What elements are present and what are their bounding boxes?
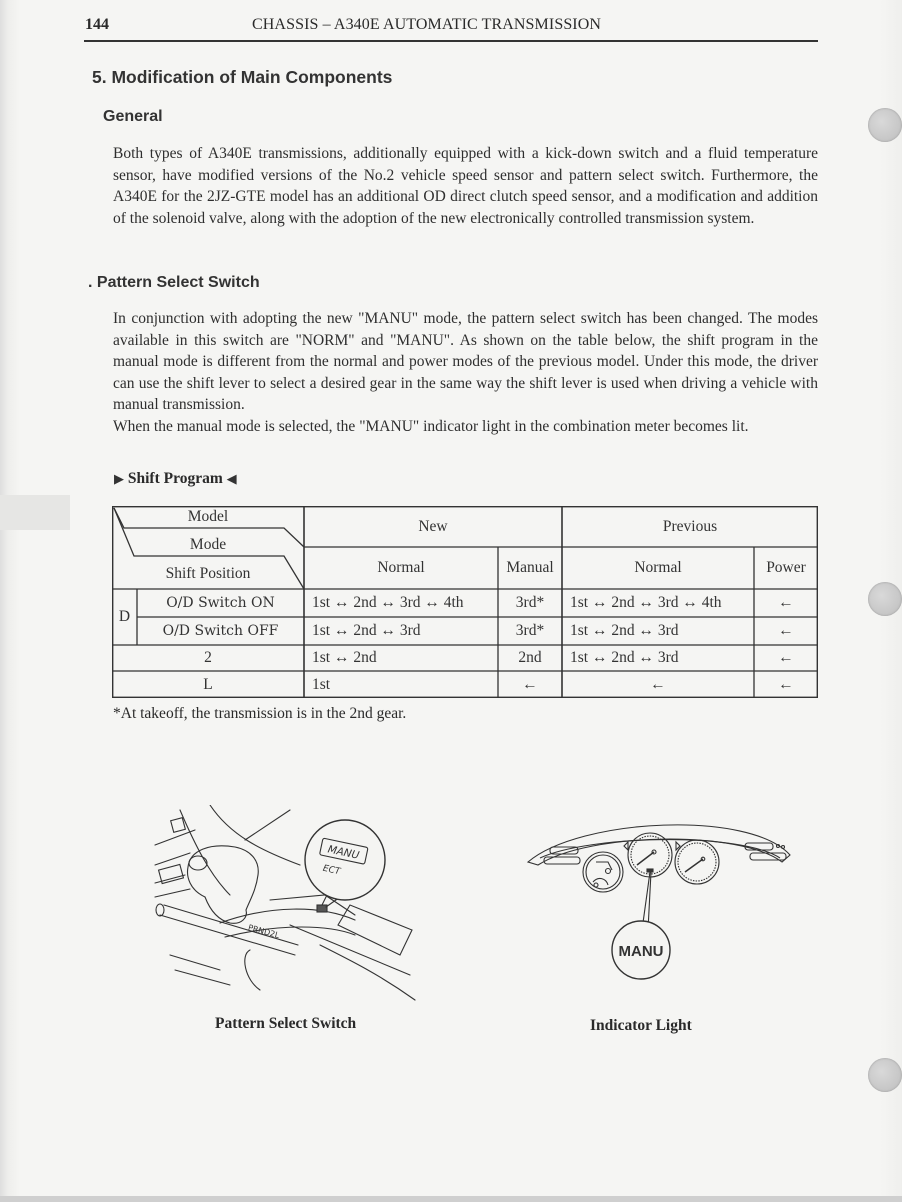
general-paragraph bbox=[113, 143, 818, 229]
header-new: New bbox=[418, 517, 448, 535]
ect-label: ECT bbox=[321, 863, 342, 878]
header-prev-power: Power bbox=[766, 559, 806, 576]
page-number: 144 bbox=[85, 16, 109, 33]
header-shift-position: Shift Position bbox=[165, 565, 251, 582]
punch-hole-bottom bbox=[868, 1058, 902, 1092]
section-title: 5. Modification of Main Components bbox=[92, 67, 393, 87]
punch-hole-top bbox=[868, 108, 902, 142]
table-row-2-new-normal: 1st ↔ 2nd bbox=[312, 649, 377, 666]
manu-button-label: MANU bbox=[326, 843, 361, 862]
indicator-light-caption: Indicator Light bbox=[590, 1017, 692, 1034]
table-row-2-prev-normal: 1st ↔ 2nd ↔ 3rd bbox=[570, 649, 679, 666]
table-row-1-prev-power: ← bbox=[778, 622, 794, 639]
table-row-3-new-manual: ← bbox=[522, 675, 538, 693]
scan-bottom-edge bbox=[0, 1196, 902, 1202]
header-prev-normal: Normal bbox=[634, 559, 682, 576]
manu-indicator-callout bbox=[612, 921, 670, 979]
shift-program-table bbox=[112, 506, 818, 698]
table-row-2-position: 2 bbox=[204, 649, 212, 666]
table-row-0-prev-power: ← bbox=[778, 594, 794, 611]
header-new-normal: Normal bbox=[377, 559, 425, 576]
combination-meter-drawing bbox=[520, 810, 810, 995]
pattern-select-switch-illustration bbox=[150, 805, 420, 1005]
table-row-2-prev-power: ← bbox=[778, 649, 794, 666]
table-row-1-prev-normal: 1st ↔ 2nd ↔ 3rd bbox=[570, 622, 679, 639]
punch-hole-middle bbox=[868, 582, 902, 616]
pattern-select-text-1: In conjunction with adopting the new "MANU" mode, the pattern select switch has been changed. The modes available in this switch are "NORM" and "MANU". As shown on the table below, the shift program in the manual mode is different from the normal and power modes of the previous model. Under this mode, the driver can use the shift lever to select a desired gear in the same way the shift lever is used when driving a vehicle with manual transmission. bbox=[113, 310, 818, 413]
switch-callout bbox=[305, 820, 385, 900]
general-text: Both types of A340E transmissions, additionally equipped with a kick-down switch and a fluid temperature sensor, have modified versions of the No.2 vehicle speed sensor and pattern select switch. Furthermore, the A340E for the 2JZ-GTE model has an additional OD direct clutch speed sensor, and a modification and addition of the solenoid valve, along with the adoption of the new electronically controlled transmission system. bbox=[113, 145, 818, 227]
left-triangle-icon: ◀ bbox=[226, 471, 237, 486]
table-row-2-new-manual: 2nd bbox=[518, 649, 542, 666]
table-row-3-new-normal: 1st bbox=[312, 675, 331, 693]
table-row-1-position: O/D Switch OFF bbox=[162, 623, 279, 639]
table-row-3-prev-power: ← bbox=[778, 675, 794, 693]
table-row-0-position: O/D Switch ON bbox=[166, 595, 275, 611]
running-header: CHASSIS – A340E AUTOMATIC TRANSMISSION bbox=[252, 16, 602, 33]
header-mode: Mode bbox=[189, 536, 227, 553]
pattern-select-switch-caption: Pattern Select Switch bbox=[215, 1015, 357, 1032]
table-row-3-prev-normal: ← bbox=[650, 675, 666, 693]
scan-shadow bbox=[0, 495, 70, 530]
pattern-select-text-2: When the manual mode is selected, the "MANU" indicator light in the combination meter becomes lit. bbox=[113, 417, 749, 435]
pattern-select-paragraphs bbox=[113, 308, 818, 437]
table-row-3-position: L bbox=[203, 675, 213, 693]
d-range-label: D bbox=[118, 608, 131, 625]
general-heading: General bbox=[103, 108, 163, 125]
indicator-light-illustration bbox=[520, 810, 810, 995]
table-row-1-new-normal: 1st ↔ 2nd ↔ 3rd bbox=[312, 622, 421, 639]
table-footnote: *At takeoff, the transmission is in the 2nd gear. bbox=[113, 705, 407, 722]
header-new-manual: Manual bbox=[506, 559, 554, 576]
table-row-0-new-normal: 1st ↔ 2nd ↔ 3rd ↔ 4th bbox=[312, 594, 464, 611]
header-model: Model bbox=[187, 508, 229, 525]
shift-program-title bbox=[114, 470, 237, 488]
shift-program-label: Shift Program bbox=[127, 470, 223, 487]
table-row-1-new-manual: 3rd* bbox=[515, 622, 545, 639]
right-triangle-icon: ▶ bbox=[114, 471, 124, 486]
gate-letters: PRND2L bbox=[247, 923, 281, 941]
pattern-select-heading: . Pattern Select Switch bbox=[88, 274, 260, 291]
table-row-0-new-manual: 3rd* bbox=[515, 594, 545, 611]
manu-indicator-label: MANU bbox=[618, 943, 664, 960]
header-rule bbox=[84, 40, 818, 42]
header-previous: Previous bbox=[662, 517, 718, 535]
shift-console-drawing bbox=[150, 805, 420, 1005]
table-row-0-prev-normal: 1st ↔ 2nd ↔ 3rd ↔ 4th bbox=[570, 594, 722, 611]
